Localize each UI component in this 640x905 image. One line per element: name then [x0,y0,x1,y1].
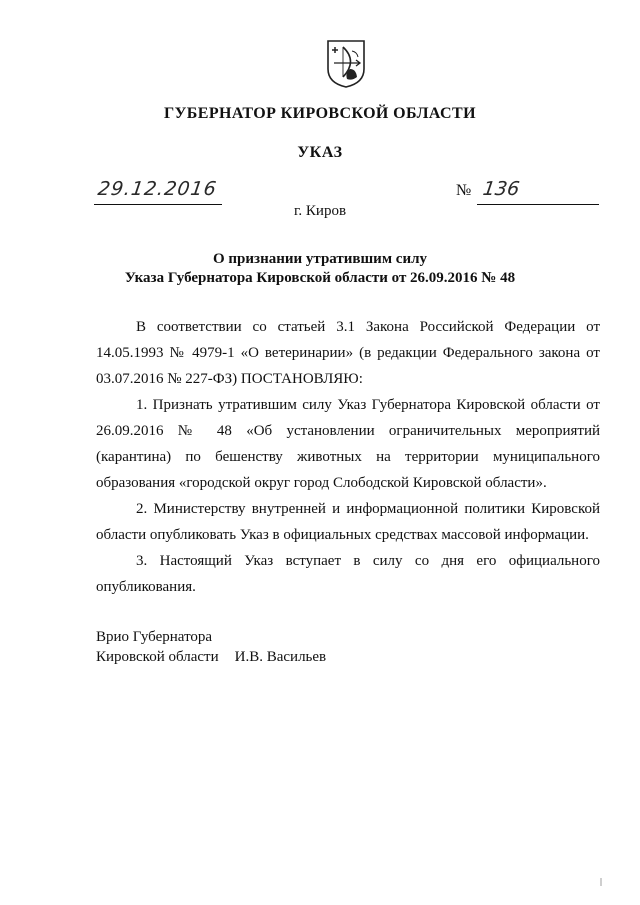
subject-line-1: О признании утратившим силу [213,251,427,267]
signatory-line-2 [96,647,326,667]
document-type-title: УКАЗ [297,144,343,161]
number-label: № [456,182,472,199]
decree-subject [0,250,640,288]
scan-artifact-mark [600,878,602,886]
issuer-title: ГУБЕРНАТОР КИРОВСКОЙ ОБЛАСТИ [164,105,476,122]
preamble-paragraph: В соответствии со статьей 3.1 Закона Российской Федерации от 14.05.1993 № 4979-1 «О ветеринарии» (в редакции Федерального закона от 03.07.2016 № 227-ФЗ) ПОСТАНОВЛЯЮ: [96,319,600,387]
signatory-position-line-2: Кировской области [96,649,219,665]
signatory-position-line-1: Врио Губернатора [96,629,213,645]
kirov-oblast-coat-of-arms-icon [326,39,366,89]
signatory-name: И.В. Васильев [234,649,327,665]
handwritten-number: 136 [481,178,521,200]
signature-block [96,627,326,667]
city-line: г. Киров [293,203,347,219]
clause-3-paragraph: 3. Настоящий Указ вступает в силу со дня его официального опубликования. [96,553,600,595]
number-field [477,178,599,205]
decree-body [96,314,600,600]
date-field [94,178,222,205]
clause-1-paragraph: 1. Признать утратившим силу Указ Губернатора Кировской области от 26.09.2016 № 48 «Об установлении ограничительных мероприятий (карантина) по бешенству животных на территории муниципального образования «городской округ город Слободской Кировской области». [96,397,600,491]
clause-2-paragraph: 2. Министерству внутренней и информационной политики Кировской области опубликовать Указ в официальных средствах массовой информации. [96,501,600,543]
subject-line-2: Указа Губернатора Кировской области от 26.09.2016 № 48 [124,270,516,286]
handwritten-date: 29.12.2016 [96,178,219,200]
